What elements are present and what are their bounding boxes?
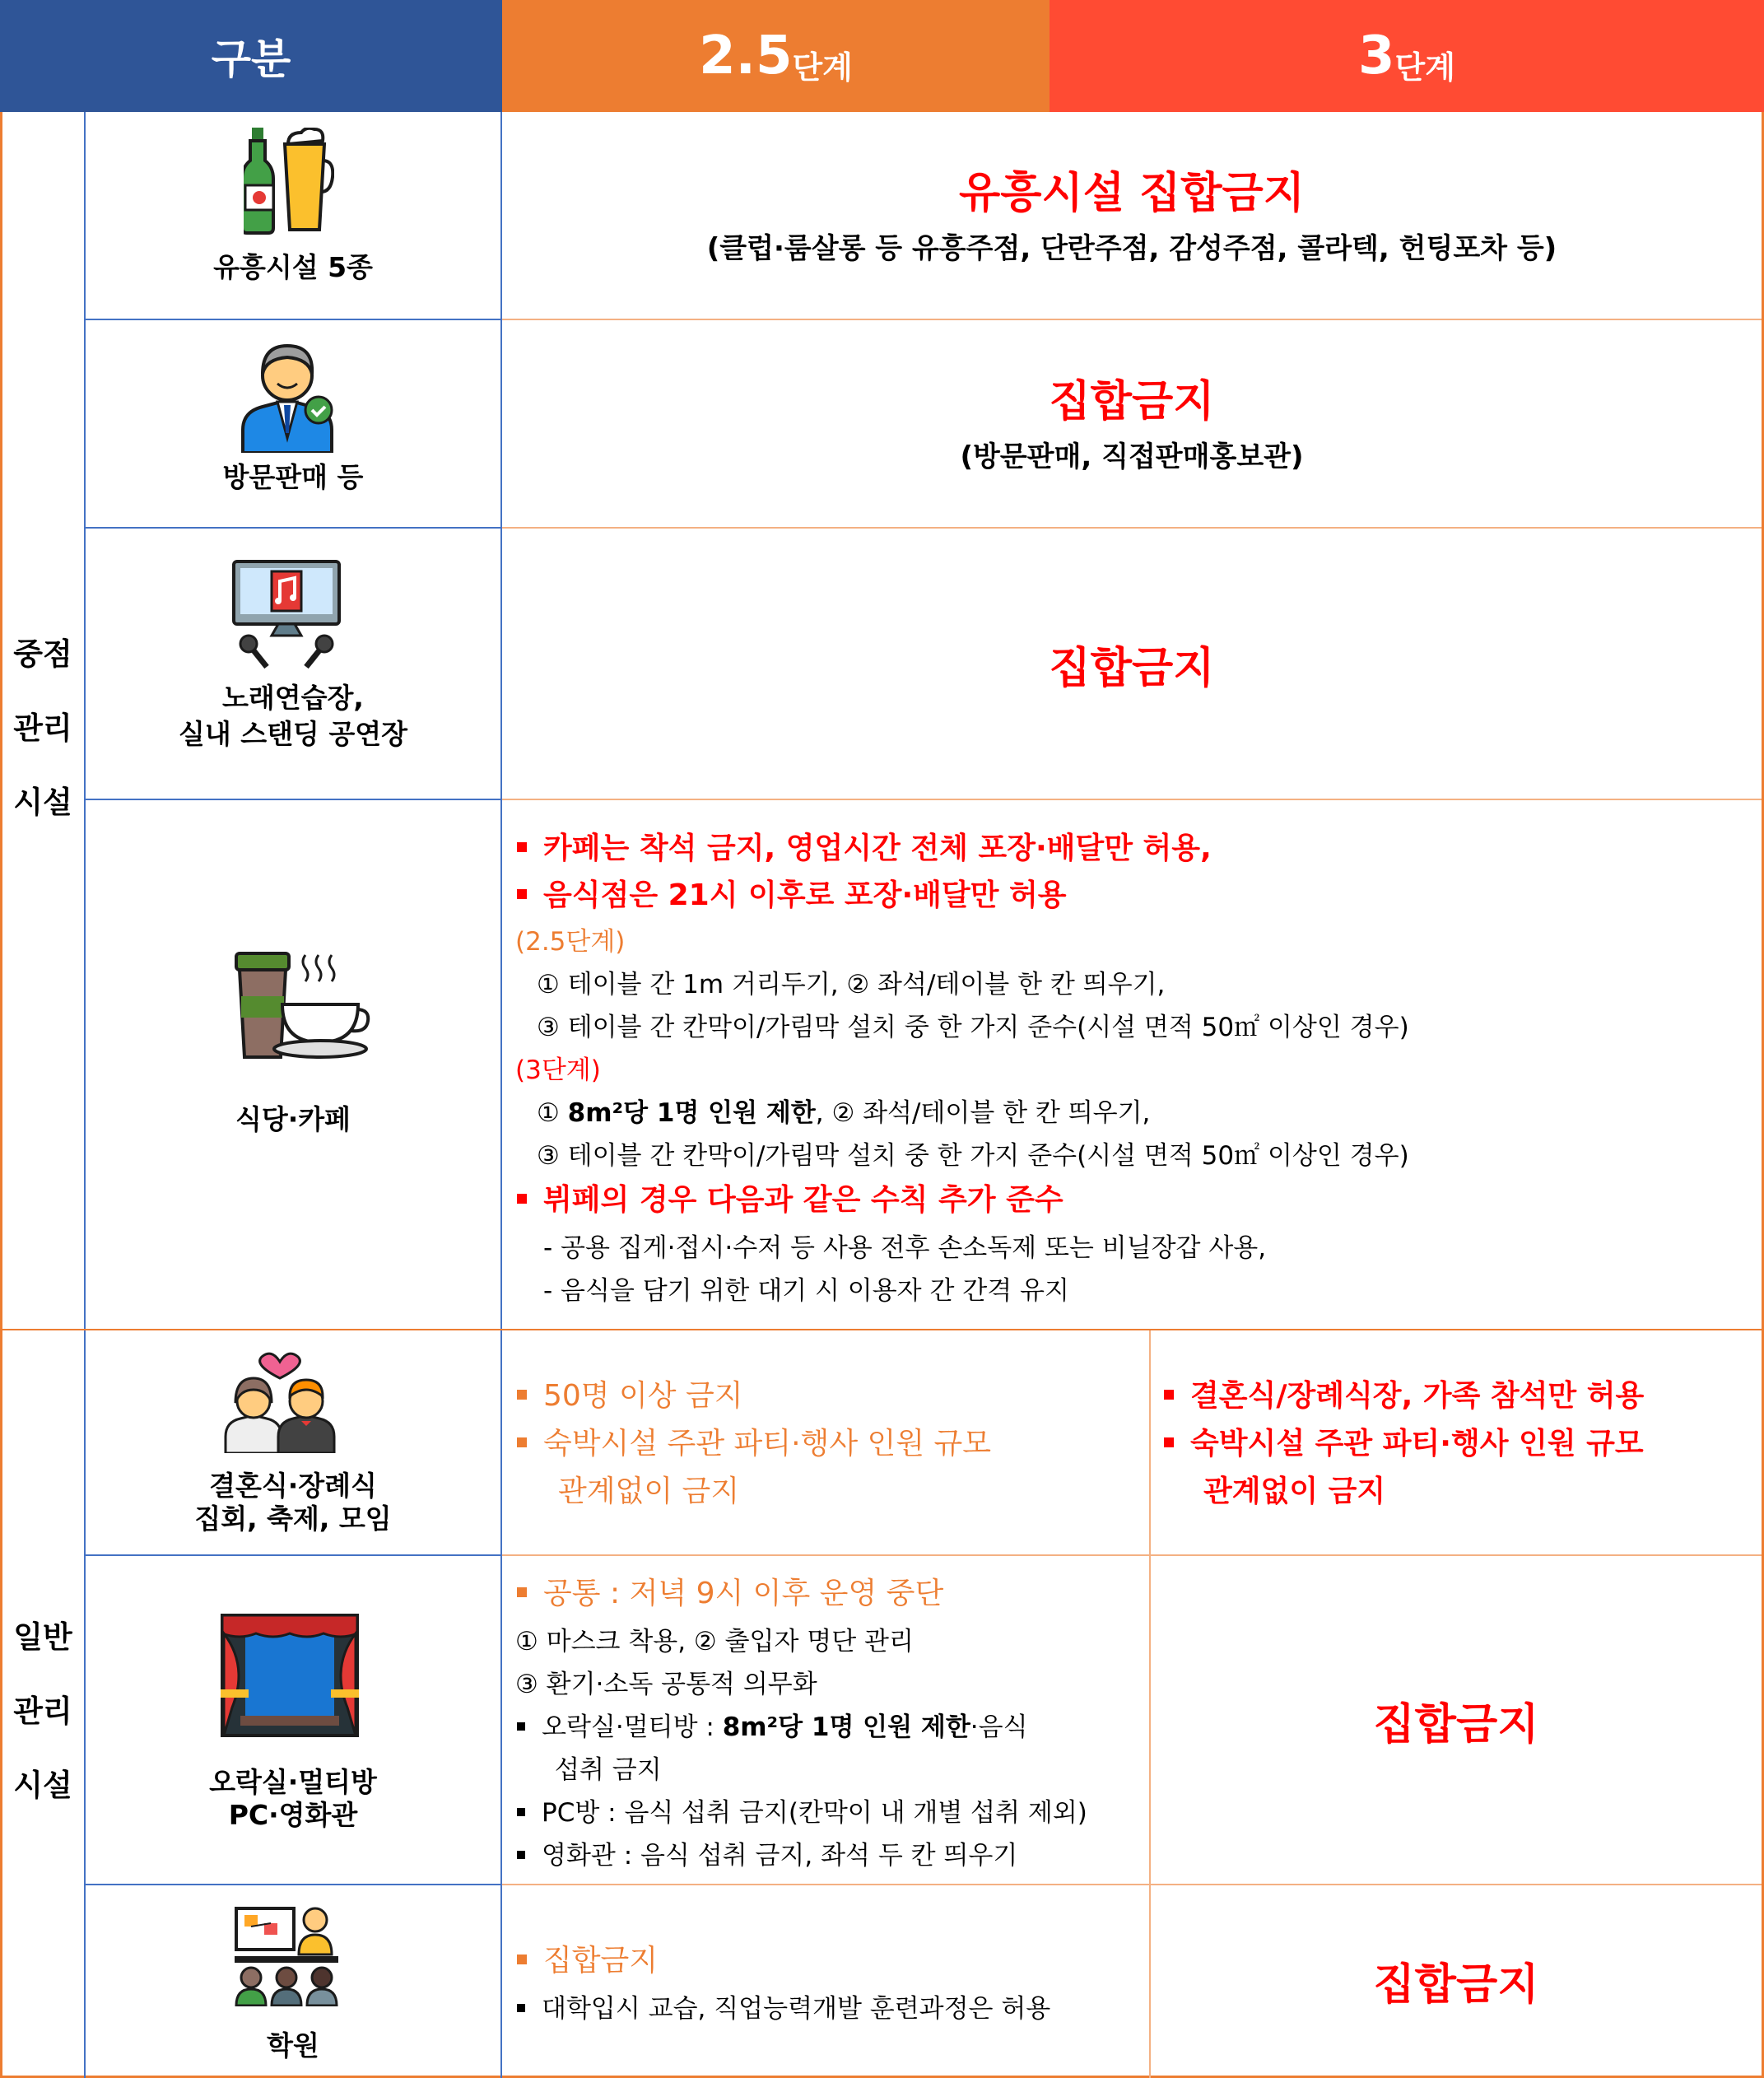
row-door-sales-content <box>502 320 1762 527</box>
karaoke-tv-icon <box>232 560 341 671</box>
wedding-25-line-3 <box>558 1470 739 1513</box>
header-stage-25-number: 2.5 <box>699 26 793 86</box>
academy-stage-3-text: 집합금지 <box>1373 1960 1539 2010</box>
bullet-icon <box>517 1587 527 1597</box>
section-divider <box>0 1329 1764 1330</box>
bullet-icon <box>517 842 527 852</box>
bullet-icon <box>517 2004 525 2012</box>
header-stage-25-unit: 단계 <box>792 49 853 86</box>
arcade-line-3 <box>515 1663 817 1706</box>
salesman-icon <box>235 338 342 453</box>
restaurant-line-2 <box>517 874 1067 917</box>
bullet-icon <box>1164 1437 1174 1447</box>
category-focus <box>3 617 82 840</box>
line-text-bold: 8m²당 1명 인원 제한 <box>722 1712 970 1742</box>
wedding-25-line-1 <box>517 1375 743 1418</box>
header-category-label: 구분 <box>211 35 291 83</box>
header-stage-3-unit: 단계 <box>1394 49 1455 86</box>
arcade-line-7 <box>517 1834 1017 1877</box>
line-text: ③ 환기·소독 공통적 의무화 <box>515 1670 817 1699</box>
theater-curtain-icon <box>221 1614 359 1737</box>
line-text: 숙박시설 주관 파티·행사 인원 규모 <box>543 1427 992 1461</box>
row-entertainment-content <box>502 112 1762 319</box>
line-text: 섭취 금지 <box>555 1755 662 1785</box>
line-text: (3단계) <box>515 1055 601 1085</box>
row-karaoke-content <box>502 529 1762 799</box>
category-general-line: 시설 <box>13 1768 72 1803</box>
line-text: - 공용 집게·접시·수저 등 사용 전후 손소독제 또는 비닐장갑 사용, <box>543 1233 1267 1263</box>
academy-line-2 <box>517 1987 1050 2030</box>
wedding-couple-icon <box>221 1342 340 1453</box>
label-text: 집회, 축제, 모임 <box>194 1503 392 1535</box>
beer-soju-icon <box>244 128 334 235</box>
bullet-icon <box>517 889 527 899</box>
row-divider-3b <box>502 799 1762 800</box>
bullet-icon <box>517 1390 527 1400</box>
line-text: - 음식을 담기 위한 대기 시 이용자 간 간격 유지 <box>543 1276 1069 1306</box>
wedding-3-line-3 <box>1203 1470 1385 1513</box>
bullet-icon <box>517 1955 527 1964</box>
line-text: 오락실·멀티방 : <box>542 1712 723 1742</box>
row-divider-6 <box>84 1884 500 1885</box>
line-text: PC방 : 음식 섭취 금지(칸막이 내 개별 섭취 제외) <box>542 1798 1087 1828</box>
line-text: 카페는 착석 금지, 영업시간 전체 포장·배달만 허용, <box>543 832 1212 865</box>
line-text: 음식점은 21시 이후로 포장·배달만 허용 <box>543 878 1067 912</box>
arcade-line-6 <box>517 1791 1087 1834</box>
header-category <box>0 0 502 112</box>
header-stage-25 <box>502 0 1050 112</box>
arcade-line-4 <box>517 1706 1028 1749</box>
restaurant-line-5 <box>537 1006 1409 1049</box>
restaurant-line-4 <box>537 963 1165 1006</box>
entertainment-title: 유흥시설 집합금지 <box>959 168 1305 218</box>
label-text: 오락실·멀티방 <box>209 1766 377 1798</box>
label-text: 방문판매 등 <box>222 461 364 493</box>
restaurant-line-1 <box>517 827 1212 870</box>
line-text: (2.5단계) <box>515 927 626 957</box>
line-text: ③ 테이블 간 칸막이/가림막 설치 중 한 가지 준수(시설 면적 50㎡ 이상인 경우) <box>537 1141 1409 1171</box>
line-text-bold: 8m²당 1명 인원 제한 <box>567 1098 816 1128</box>
bullet-icon <box>1164 1390 1174 1400</box>
line-text: 집합금지 <box>543 1944 659 1978</box>
line-text: 관계없이 금지 <box>1203 1475 1386 1508</box>
line-text: ③ 테이블 간 칸막이/가림막 설치 중 한 가지 준수(시설 면적 50㎡ 이상인 경우) <box>537 1013 1409 1042</box>
karaoke-title: 집합금지 <box>1049 643 1215 693</box>
line-text: 영화관 : 음식 섭취 금지, 좌석 두 칸 띄우기 <box>542 1841 1018 1871</box>
line-text: ① 마스크 착용, ② 출입자 명단 관리 <box>515 1627 914 1656</box>
restaurant-line-3 <box>515 920 625 963</box>
bullet-icon <box>517 1808 525 1816</box>
line-text: ① <box>537 1098 568 1128</box>
door-sales-sub: (방문판매, 직접판매홍보관) <box>960 440 1304 473</box>
arcade-line-1 <box>517 1572 943 1615</box>
row-door-sales-label <box>86 449 500 506</box>
academy-stage-3 <box>1151 1885 1762 2076</box>
label-text: 유흥시설 5종 <box>213 251 373 283</box>
category-general-line: 일반 <box>13 1619 72 1655</box>
category-general-line: 관리 <box>13 1694 72 1729</box>
line-text: ① 테이블 간 1m 거리두기, ② 좌석/테이블 한 칸 띄우기, <box>537 970 1166 999</box>
arcade-line-2 <box>515 1620 914 1663</box>
classroom-icon <box>233 1903 340 2006</box>
header-stage-3 <box>1050 0 1764 112</box>
academy-line-1 <box>517 1940 658 1982</box>
bullet-icon <box>517 1437 527 1447</box>
row-arcade-label <box>86 1762 500 1836</box>
bullet-icon <box>517 1851 525 1859</box>
label-text: 학원 <box>267 2029 319 2062</box>
wedding-3-line-1 <box>1164 1375 1644 1418</box>
label-text: 식당·카페 <box>235 1103 351 1135</box>
arcade-line-5 <box>555 1749 662 1791</box>
category-general <box>3 1600 82 1823</box>
border-left <box>0 112 2 2078</box>
row-wedding-label <box>86 1465 500 1540</box>
row-divider-5 <box>84 1554 500 1556</box>
row-karaoke-label <box>86 675 500 757</box>
restaurant-line-10 <box>543 1227 1266 1270</box>
wedding-3-line-2 <box>1164 1423 1644 1465</box>
line-text: 50명 이상 금지 <box>543 1379 743 1413</box>
arcade-stage-3-text: 집합금지 <box>1373 1699 1539 1750</box>
category-focus-line: 시설 <box>13 785 72 820</box>
wedding-25-line-2 <box>517 1423 991 1465</box>
restaurant-line-7 <box>537 1092 1150 1135</box>
category-focus-line: 중점 <box>13 636 72 672</box>
coffee-cup-icon <box>235 947 370 1062</box>
row-divider-3 <box>84 799 500 800</box>
line-text: 공통 : 저녁 9시 이후 운영 중단 <box>543 1577 944 1610</box>
row-divider-1 <box>84 319 500 320</box>
line-text: 대학입시 교습, 직업능력개발 훈련과정은 허용 <box>542 1994 1051 2024</box>
bullet-icon <box>517 1194 527 1204</box>
restaurant-line-8 <box>537 1135 1409 1177</box>
row-academy-label <box>86 2021 500 2071</box>
header-stage-3-number: 3 <box>1358 26 1395 86</box>
entertainment-sub: (클럽·룸살롱 등 유흥주점, 단란주점, 감성주점, 콜라텍, 헌팅포차 등) <box>706 231 1557 265</box>
arcade-stage-3 <box>1151 1556 1762 1884</box>
row-divider-2 <box>84 527 500 529</box>
label-text: 실내 스탠딩 공연장 <box>178 718 407 750</box>
row-entertainment-label <box>86 239 500 296</box>
category-focus-line: 관리 <box>13 711 72 746</box>
line-text: 결혼식/장례식장, 가족 참석만 허용 <box>1190 1379 1645 1413</box>
restaurant-line-9 <box>517 1179 1064 1222</box>
line-text: 숙박시설 주관 파티·행사 인원 규모 <box>1190 1427 1644 1461</box>
restaurant-line-11 <box>543 1270 1069 1312</box>
line-text: ·음식 <box>970 1712 1028 1742</box>
label-text: 결혼식·장례식 <box>209 1470 377 1502</box>
line-text: , ② 좌석/테이블 한 칸 띄우기, <box>815 1098 1151 1128</box>
bullet-icon <box>517 1722 525 1731</box>
line-text: 관계없이 금지 <box>558 1475 740 1508</box>
door-sales-title: 집합금지 <box>1049 376 1215 426</box>
restaurant-line-6 <box>515 1049 601 1092</box>
label-text: PC·영화관 <box>228 1799 358 1831</box>
row-restaurant-label <box>86 1095 500 1144</box>
label-text: 노래연습장, <box>222 682 364 714</box>
line-text: 뷔페의 경우 다음과 같은 수칙 추가 준수 <box>543 1183 1064 1217</box>
